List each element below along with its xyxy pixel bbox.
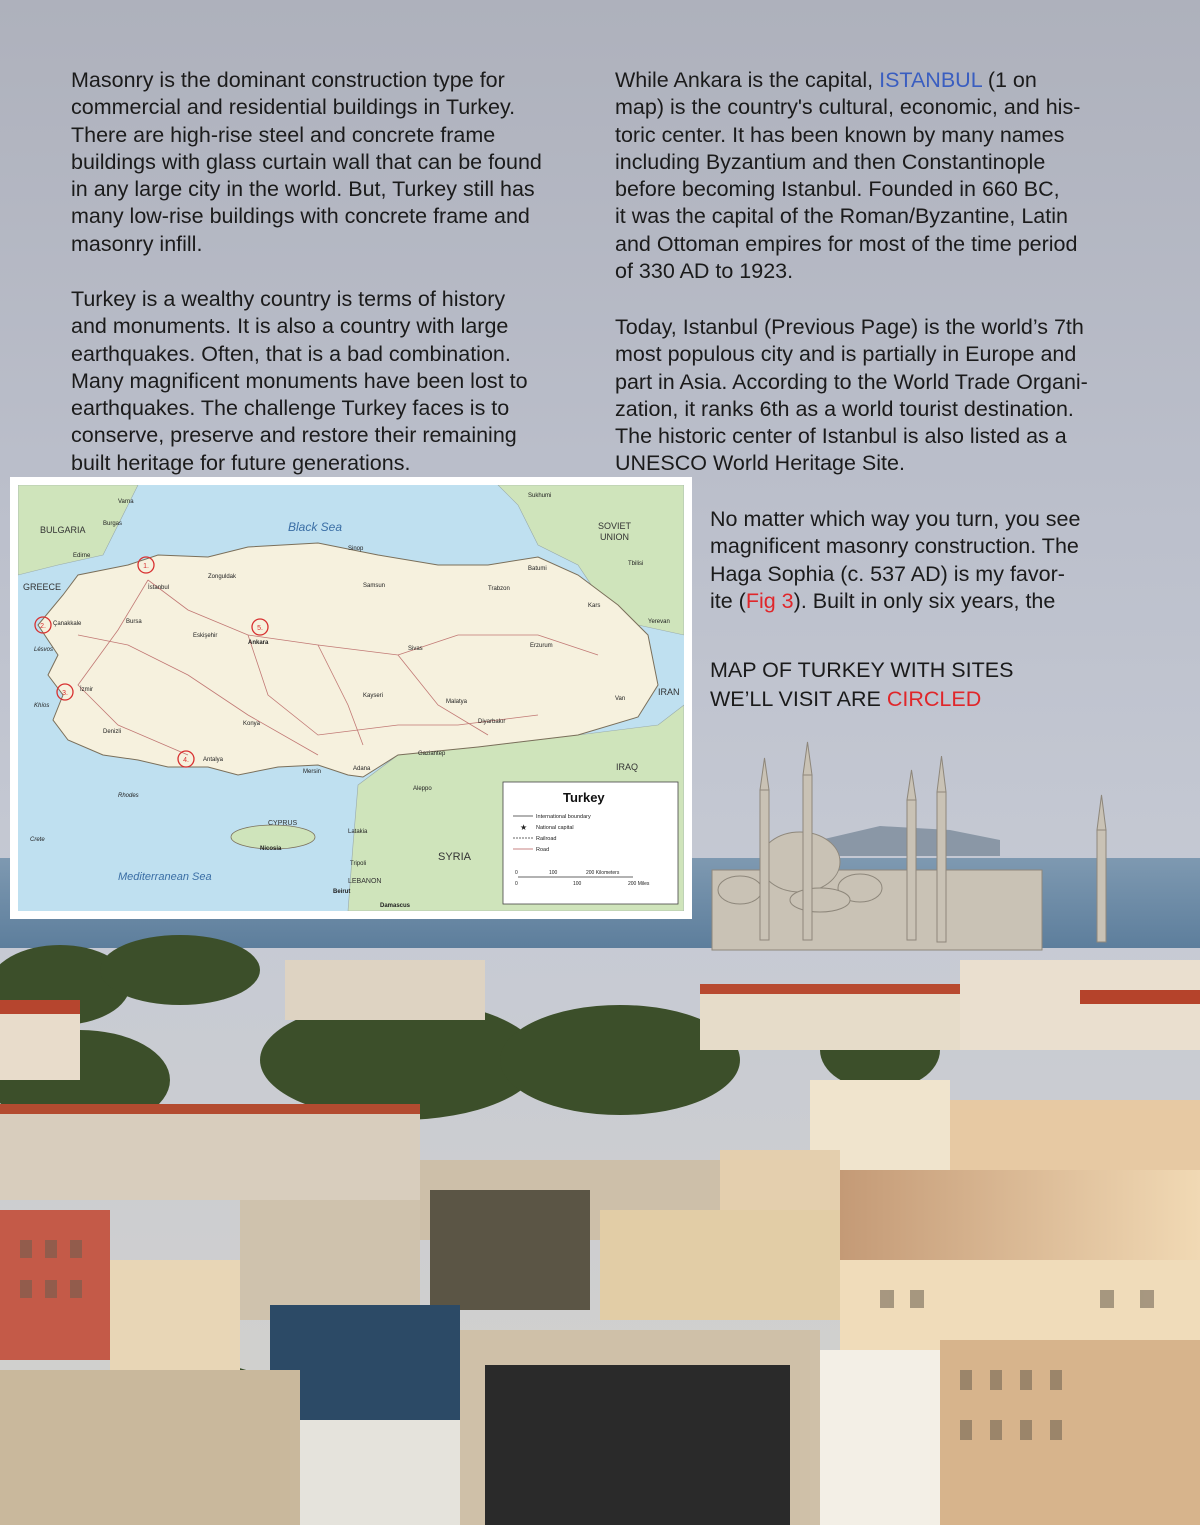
map-city: Batumi — [528, 566, 547, 572]
map-label-iran: IRAN — [658, 687, 680, 697]
map-city: Zonguldak — [208, 574, 237, 580]
scale-100-km: 100 — [549, 870, 558, 876]
caption-line-2 — [710, 685, 1013, 714]
scale-km-label: 200 Kilometers — [586, 870, 620, 876]
map-label-syria: SYRIA — [438, 851, 472, 863]
paragraph-text: (1 on map) is the country's cultural, economic, and his- toric center. It has been known by many names including Byzantium and then Constantinople before becoming Istanbul. Founded in 660 BC, it was the capital of the Roman/Byzantine, Latin and Ottoman empires for most of the time period of 330 AD to 1923. — [615, 68, 1081, 284]
right-paragraph-3 — [710, 506, 1180, 615]
map-city: Edirne — [73, 553, 91, 559]
map-label-cyprus: CYPRUS — [268, 820, 298, 827]
map-city: İstanbul — [148, 585, 170, 591]
map-label-bulgaria: BULGARIA — [40, 525, 86, 535]
map-city: Sukhumi — [528, 493, 552, 499]
map-city: Sivas — [408, 646, 423, 652]
map-city: Çanakkale — [53, 621, 82, 627]
site-marker-1: 1. — [143, 563, 149, 570]
turkey-map — [10, 477, 692, 919]
paragraph-text: ). Built in only six years, the — [793, 588, 1056, 613]
caption-circled: CIRCLED — [886, 687, 982, 711]
map-city: Erzurum — [530, 643, 553, 649]
map-graphic — [18, 485, 684, 911]
legend-item-road: Road — [536, 847, 550, 853]
right-paragraph-2: Today, Istanbul (Previous Page) is the world’s 7th most populous city and is partially in Europe and part in Asia. According to the World Trade Organi- zation, it ranks 6th as a world tourist destination. The historic center of Istanbul is also listed as a UNESCO World Heritage Site. — [615, 315, 1088, 476]
map-city: Ankara — [248, 640, 269, 646]
left-paragraph-1: Masonry is the dominant construction type for commercial and residential buildings in Turkey. There are high-rise steel and concrete frame buildings with glass curtain wall that can be found in any large city in the world. But, Turkey still has many low-rise buildings with concrete frame and masonry infill. — [71, 68, 542, 256]
map-city: Lésvos — [34, 647, 54, 653]
map-city: Adana — [353, 766, 371, 772]
paragraph-text: No matter which way you turn, you see magnificent masonry construction. The Haga Sophia (c. 537 AD) is my favor- ite ( — [710, 507, 1081, 613]
map-city: Diyarbakır — [478, 719, 506, 725]
scale-100-mi: 100 — [573, 881, 582, 887]
right-paragraph-1 — [615, 67, 1175, 285]
map-city: Trabzon — [488, 586, 510, 592]
map-city: Beirut — [333, 889, 351, 895]
scale-zero-mi: 0 — [515, 881, 518, 887]
map-city: Tbilisi — [628, 561, 644, 567]
map-city: Kars — [588, 603, 601, 609]
caption-line-1: MAP OF TURKEY WITH SITES — [710, 658, 1014, 682]
legend-item-boundary: International boundary — [536, 814, 591, 820]
left-paragraph-2: Turkey is a wealthy country is terms of history and monuments. It is also a country with large earthquakes. Often, that is a bad combination. Many magnificent monuments have been lost to earthquakes. The challenge Turkey faces is to conserve, preserve and restore their remaining built heritage for future generations. — [71, 287, 528, 475]
map-city: Konya — [243, 721, 261, 727]
paragraph-text: While Ankara is the capital, — [615, 68, 880, 92]
map-mediterranean-label: Mediterranean Sea — [118, 871, 212, 883]
map-city: İzmir — [80, 687, 93, 693]
map-label-union: UNION — [600, 532, 629, 542]
map-city: Bursa — [126, 619, 142, 625]
map-city: Van — [615, 696, 626, 702]
legend-item-capital: National capital — [536, 825, 574, 831]
map-label-iraq: IRAQ — [616, 762, 639, 772]
map-city: Aleppo — [413, 786, 432, 792]
caption-text: WE’LL VISIT ARE — [710, 687, 887, 711]
legend-title: Turkey — [563, 790, 605, 805]
map-city: Crete — [30, 837, 45, 843]
star-icon: ★ — [520, 823, 528, 832]
scale-mi-label: 200 Miles — [628, 881, 650, 887]
map-city: Burgas — [103, 521, 123, 527]
map-legend — [503, 782, 678, 904]
map-city: Sinop — [348, 546, 364, 552]
site-marker-5: 5. — [257, 625, 263, 632]
map-label-greece: GREECE — [23, 582, 62, 592]
scale-zero-km: 0 — [515, 870, 518, 876]
map-black-sea-label: Black Sea — [288, 520, 343, 534]
site-marker-3: 3. — [62, 690, 68, 697]
istanbul-link[interactable]: ISTANBUL — [879, 68, 982, 92]
map-city: Tripoli — [350, 861, 367, 867]
map-city: Denizli — [103, 729, 122, 735]
map-city: Yerevan — [648, 619, 670, 625]
map-label-lebanon: LEBANON — [348, 878, 382, 885]
map-city: Nicosia — [260, 846, 282, 852]
map-city: Kayseri — [363, 693, 384, 699]
map-city: Damascus — [380, 903, 411, 909]
site-marker-4: 4. — [183, 757, 189, 764]
map-city: Rhodes — [118, 793, 139, 799]
map-caption — [710, 656, 1013, 714]
map-city: Mersin — [303, 769, 322, 775]
site-marker-2: 2. — [40, 623, 46, 630]
map-city: Eskişehir — [193, 633, 218, 639]
map-city: Samsun — [363, 583, 386, 589]
map-city: Khíos — [34, 703, 50, 709]
map-label-soviet: SOVIET — [598, 521, 632, 531]
legend-item-railroad: Railroad — [536, 836, 557, 842]
map-city: Antalya — [203, 757, 224, 763]
map-city: Varna — [118, 499, 134, 505]
map-city: Latakia — [348, 829, 368, 835]
fig3-link[interactable]: Fig 3 — [745, 588, 794, 613]
map-city: Malatya — [446, 699, 468, 705]
map-city: Gaziantep — [418, 751, 446, 757]
